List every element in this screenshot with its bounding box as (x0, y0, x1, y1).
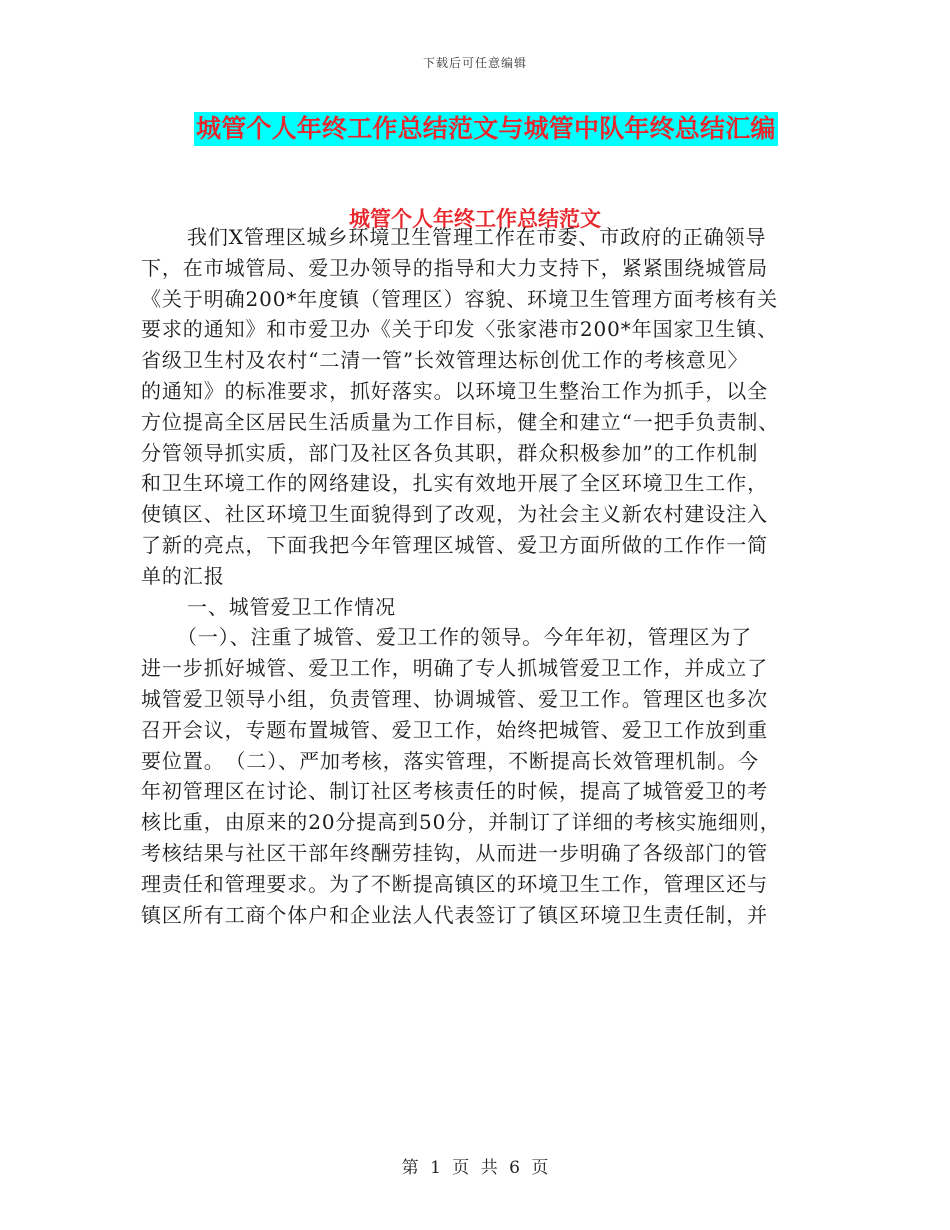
paragraph-line: 和卫生环境工作的网络建设，扎实有效地开展了全区环境卫生工作， (141, 471, 768, 496)
body-text (141, 222, 813, 930)
paragraph-line: 要位置。 （二）、严加考核，落实管理，不断提高长效管理机制。今 (141, 748, 759, 773)
paragraph-line: 理责任和管理要求。为了不断提高镇区的环境卫生工作，管理区还与 (141, 871, 768, 896)
paragraph-line: 年初管理区在讨论、制订社区考核责任的时候，提高了城管爱卫的考 (141, 779, 768, 804)
paragraph-line: 省级卫生村及农村“二清一管”长效管理达标创优工作的考核意见〉 (141, 348, 749, 373)
paragraph-line: 的通知》的标准要求，抓好落实。以环境卫生整治工作为抓手，以全 (141, 378, 768, 403)
paragraph-line: 要求的通知》和市爱卫办《关于印发〈张家港市200*年国家卫生镇、 (141, 317, 778, 342)
paragraph-line: 镇区所有工商个体户和企业法人代表签订了镇区环境卫生责任制，并 (141, 902, 768, 927)
paragraph-line: 核比重，由原来的20分提高到50分，并制订了详细的考核实施细则， (141, 810, 781, 835)
document-main-title: 城管个人年终工作总结范文与城管中队年终总结汇编 (194, 112, 778, 146)
paragraph-line: 我们X管理区城乡环境卫生管理工作在市委、市政府的正确领导 (187, 225, 767, 249)
paragraph-line: 考核结果与社区干部年终酬劳挂钩，从而进一步明确了各级部门的管 (141, 840, 768, 865)
paragraph-line: 下，在市城管局、爱卫办领导的指导和大力支持下，紧紧围绕城管局 (141, 255, 768, 280)
section-heading-line: 一、城管爱卫工作情况 (187, 594, 396, 619)
paragraph-line: 分管领导抓实质，部门及社区各负其职，群众积极参加”的工作机制 (141, 440, 759, 465)
paragraph-line: 方位提高全区居民生活质量为工作目标，健全和建立“一把手负责制、 (141, 409, 780, 434)
page-number-footer: 第 1 页 共 6 页 (401, 1158, 549, 1178)
paragraph-line: 进一步抓好城管、爱卫工作，明确了专人抓城管爱卫工作，并成立了 (141, 656, 768, 681)
paragraph-line: 使镇区、社区环境卫生面貌得到了改观，为社会主义新农村建设注入 (141, 502, 768, 527)
header-note: 下载后可任意编辑 (422, 56, 527, 70)
paragraph-line: 城管爱卫领导小组，负责管理、协调城管、爱卫工作。管理区也多次 (141, 686, 768, 711)
paragraph-line: 了新的亮点，下面我把今年管理区城管、爱卫方面所做的工作作一简 (141, 532, 768, 557)
paragraph-line: 单的汇报 (141, 563, 225, 588)
paragraph-line: 召开会议，专题布置城管、爱卫工作，始终把城管、爱卫工作放到重 (141, 717, 768, 742)
section-title: 城管个人年终工作总结范文 (349, 206, 601, 231)
paragraph-line: （一）、注重了城管、爱卫工作的领导。今年年初，管理区为了 (177, 625, 753, 650)
paragraph-line: 《关于明确200*年度镇（管理区）容貌、环境卫生管理方面考核有关 (141, 286, 778, 311)
